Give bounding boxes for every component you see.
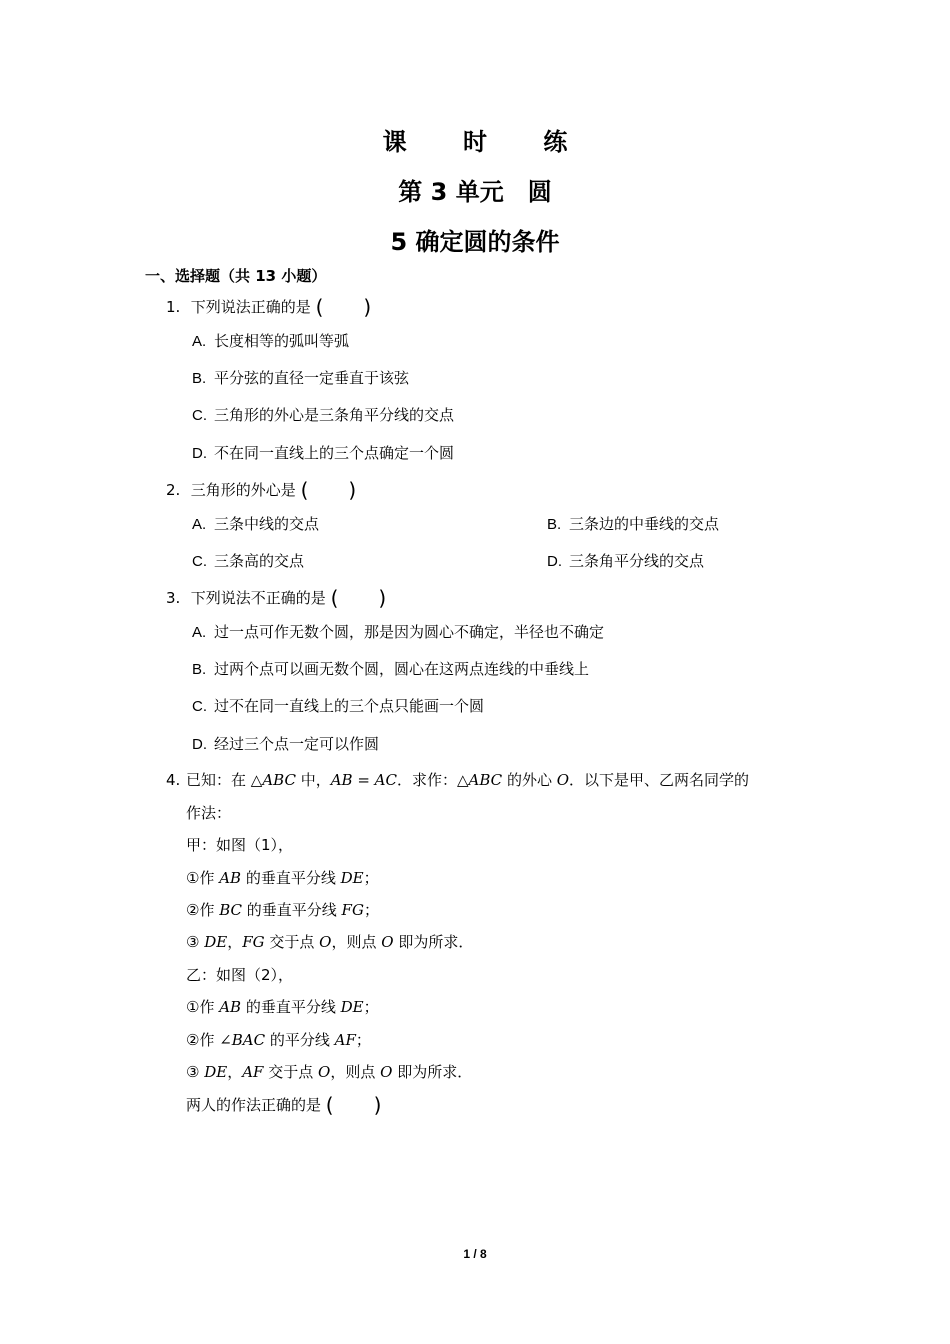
math-expression: DE [204,1063,228,1081]
title-lesson: 5 确定圆的条件 [390,228,560,256]
option-text: 过两个点可以画无数个圆，圆心在这两点连线的中垂线上 [214,660,590,678]
method-jia-step-2 [186,900,379,920]
text-run: ．以下是甲、乙两名同学的 [569,771,750,789]
math-expression: AB [219,869,242,887]
text-run: 即为所求． [393,933,474,951]
question-2 [166,480,356,500]
method-jia-step-3 [186,932,473,952]
option-letter: B. [192,661,207,678]
option-text: 长度相等的弧叫等弧 [214,332,350,350]
answer-bracket: ( ) [330,586,387,610]
option-b [192,368,409,389]
question-4-line-2: 作法： [186,804,232,822]
option-a [192,622,604,643]
text-run: 交于点 [263,1063,319,1081]
math-expression: △ABC [457,771,503,789]
text-run: 的垂直平分线 [241,869,341,887]
math-expression: ∠BAC [219,1031,266,1049]
math-expression: DE [340,998,364,1016]
question-4 [166,770,749,790]
answer-bracket: ( ) [325,1093,382,1117]
method-yi-step-1 [186,997,379,1017]
math-expression: DE [204,933,228,951]
text-run: 的平分线 [265,1031,335,1049]
question-3 [166,588,386,608]
math-expression: DE [340,869,364,887]
title-course: 课 时 练 [382,128,592,156]
math-expression: AB = AC [330,771,397,789]
question-4-ask [186,1095,381,1115]
text-run: 交于点 [264,933,320,951]
question-stem: 两人的作法正确的是 [186,1096,322,1114]
option-letter: C. [192,698,207,715]
option-c [192,696,484,717]
option-letter: A. [192,624,207,641]
option-d [192,443,454,464]
math-expression: △ABC [250,771,296,789]
text-run: ； [363,869,379,887]
text-run: 的垂直平分线 [242,901,342,919]
option-letter: C. [192,553,207,570]
option-c [192,551,304,572]
text-run: ③ [186,933,205,951]
question-1 [166,297,371,317]
math-expression: O [380,1063,393,1081]
math-expression: BC [219,901,242,919]
text-run: ②作 [186,1031,220,1049]
question-stem: 下列说法不正确的是 [190,589,326,607]
option-text: 过一点可作无数个圆，那是因为圆心不确定，半径也不确定 [214,623,605,641]
text-run: ； [363,901,379,919]
option-text: 三条高的交点 [214,552,305,570]
math-expression: O [556,771,570,789]
text-run: 中， [295,771,331,789]
text-run: ①作 [186,998,220,1016]
math-expression: FG [341,901,364,919]
text-run: ，则点 [331,933,382,951]
math-expression: O [318,1063,331,1081]
option-c [192,405,454,426]
option-text: 过不在同一直线上的三个点只能画一个圆 [214,697,485,715]
math-expression: AB [219,998,242,1016]
text-run: ； [355,1031,371,1049]
text-run: ， [227,933,243,951]
text-run: 已知：在 [186,771,251,789]
math-expression: O [381,933,394,951]
question-number: 4. [166,771,181,789]
text-run: 即为所求． [392,1063,473,1081]
question-number: 2. [166,481,181,499]
option-a [192,514,319,535]
option-a [192,331,349,352]
option-text: 三条边的中垂线的交点 [569,515,720,533]
option-text: 三条中线的交点 [214,515,320,533]
math-expression: AF [334,1031,356,1049]
text-run: ．求作： [397,771,458,789]
section-heading: 一、选择题（共 13 小题） [145,267,327,285]
option-text: 三条角平分线的交点 [569,552,705,570]
option-b [192,659,589,680]
method-yi-heading: 乙：如图（2）， [186,966,294,984]
answer-bracket: ( ) [315,295,372,319]
option-d [547,551,704,572]
option-letter: A. [192,516,207,533]
title-unit: 第 3 单元 圆 [398,178,552,206]
question-stem: 下列说法正确的是 [190,298,311,316]
option-letter: B. [192,370,207,387]
text-run: ①作 [186,869,220,887]
option-text: 平分弦的直径一定垂直于该弦 [214,369,410,387]
question-number: 1. [166,298,181,316]
option-d [192,734,379,755]
text-run: ③ [186,1063,205,1081]
option-text: 经过三个点一定可以作圆 [214,735,380,753]
question-stem: 三角形的外心是 [190,481,296,499]
text-run: 的垂直平分线 [241,998,341,1016]
answer-bracket: ( ) [300,478,357,502]
text-run: ，则点 [330,1063,381,1081]
text-run: ②作 [186,901,220,919]
question-number: 3. [166,589,181,607]
text-run: ， [227,1063,243,1081]
option-letter: A. [192,333,207,350]
option-text: 三角形的外心是三条角平分线的交点 [214,406,455,424]
option-letter: B. [547,516,562,533]
text-run: ； [363,998,379,1016]
math-expression: AF [242,1063,264,1081]
method-jia-step-1 [186,868,379,888]
option-letter: D. [192,736,207,753]
option-text: 不在同一直线上的三个点确定一个圆 [214,444,455,462]
math-expression: O [319,933,332,951]
option-letter: C. [192,407,207,424]
math-expression: FG [242,933,265,951]
text-run: 的外心 [502,771,557,789]
method-yi-step-2 [186,1030,371,1050]
page-number: 1 / 8 [463,1247,487,1261]
option-letter: D. [547,553,562,570]
method-yi-step-3 [186,1062,472,1082]
method-jia-heading: 甲：如图（1）， [186,836,294,854]
option-letter: D. [192,445,207,462]
option-b [547,514,719,535]
